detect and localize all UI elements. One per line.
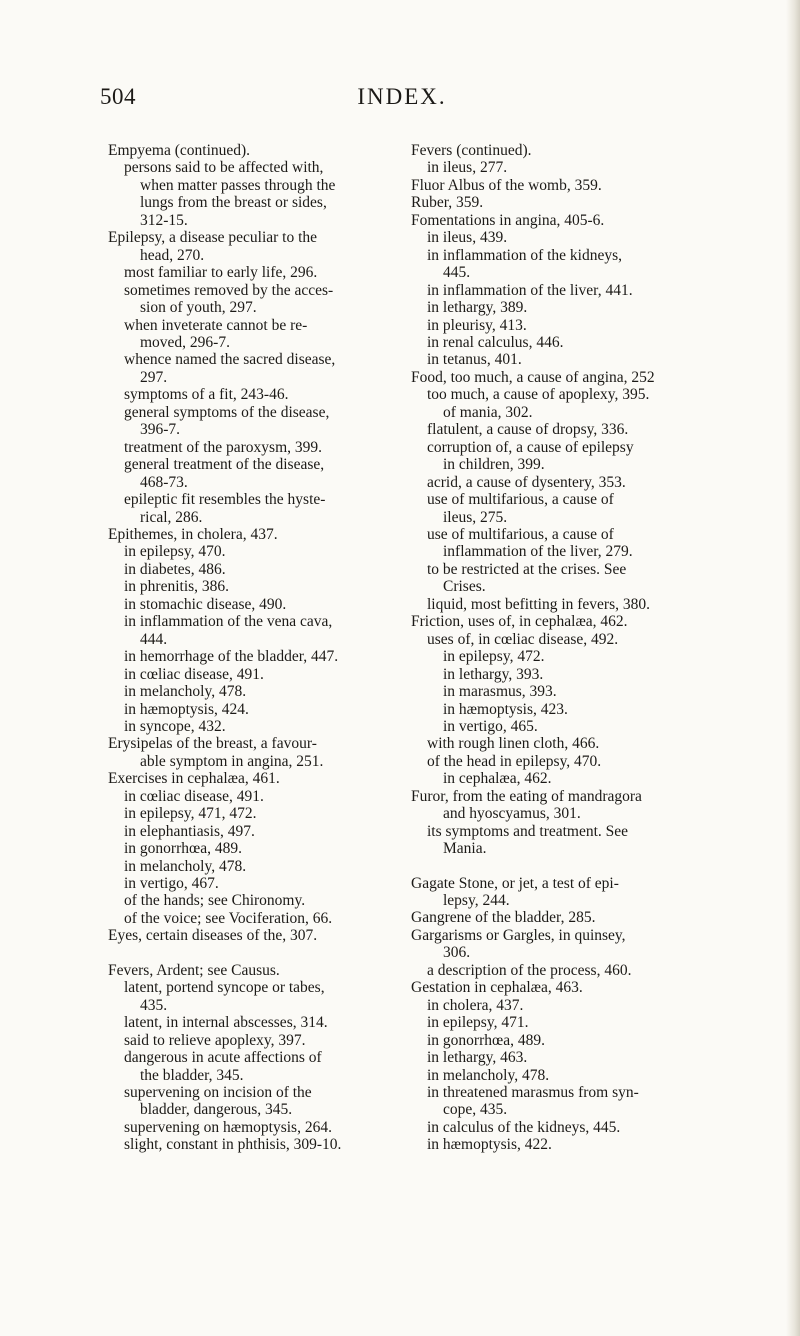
index-line: in stomachic disease, 490. [124,595,287,613]
index-line: in cephalæa, 462. [443,770,552,788]
index-line: 306. [443,944,471,962]
index-line: in epilepsy, 472. [443,648,545,666]
index-line: in pleurisy, 413. [427,316,527,334]
index-line: in hæmoptysis, 423. [443,700,568,718]
index-heading-line: Gangrene of the bladder, 285. [411,909,596,927]
index-line: Mania. [443,840,487,858]
index-line: said to relieve apoplexy, 397. [124,1031,306,1049]
index-line: dangerous in acute affections of [124,1049,322,1067]
index-line: sion of youth, 297. [140,299,257,317]
index-line: latent, in internal abscesses, 314. [124,1014,328,1032]
index-line: in lethargy, 463. [427,1049,528,1067]
index-line: in renal calculus, 446. [427,333,564,351]
index-line: 396-7. [140,421,181,439]
index-line: in gonorrhœa, 489. [124,840,242,858]
index-heading-line: Erysipelas of the breast, a favour- [108,735,317,753]
index-line: in hæmoptysis, 424. [124,700,249,718]
index-line: symptoms of a fit, 243-46. [124,386,289,404]
index-line: in melancholy, 478. [427,1066,550,1084]
index-line: in threatened marasmus from syn- [427,1084,639,1102]
index-heading-line: Friction, uses of, in cephalæa, 462. [411,613,628,631]
index-line: in cœliac disease, 491. [124,665,264,683]
index-line: acrid, a cause of dysentery, 353. [427,473,626,491]
index-line: in lethargy, 393. [443,665,544,683]
index-line [108,945,413,962]
index-line: in inflammation of the vena cava, [124,613,333,631]
index-line: ileus, 275. [443,508,508,526]
index-line: in melancholy, 478. [124,857,247,875]
index-line: lungs from the breast or sides, [140,194,327,212]
index-line: use of multifarious, a cause of [427,491,614,509]
index-line: in tetanus, 401. [427,351,522,369]
index-heading-line: Epilepsy, a disease peculiar to the [108,229,318,247]
index-line: 312-15. [140,211,188,229]
index-line: when inveterate cannot be re- [124,316,308,334]
page-edge-shadow [786,0,800,1336]
index-line: supervening on incision of the [124,1084,312,1102]
index-line: in vertigo, 467. [124,875,219,893]
index-line: of the hands; see Chironomy. [124,892,306,910]
index-line: corruption of, a cause of epilepsy [427,438,634,456]
index-line: in melancholy, 478. [124,683,247,701]
index-line: 444. [140,630,168,648]
index-line: in epilepsy, 471, 472. [124,805,257,823]
index-line: too much, a cause of apoplexy, 395. [427,386,650,404]
index-line: in syncope, 432. [124,717,226,735]
index-heading-line: Fluor Albus of the womb, 359. [411,176,602,194]
index-line: in gonorrhœa, 489. [427,1031,545,1049]
index-line: Crises. [443,578,486,596]
index-line: 445. [443,264,471,282]
index-line: latent, portend syncope or tabes, [124,979,325,997]
index-line: persons said to be affected with, [124,159,324,177]
index-line: of the head in epilepsy, 470. [427,752,602,770]
index-line: supervening on hæmoptysis, 264. [124,1118,332,1136]
page-header [100,84,704,124]
index-heading-line: Ruber, 359. [411,194,484,212]
index-heading-line: Fomentations in angina, 405-6. [411,211,605,229]
index-line: in marasmus, 393. [443,683,557,701]
index-line: rical, 286. [140,508,203,526]
index-line: liquid, most befitting in fevers, 380. [427,595,651,613]
index-line: 468-73. [140,473,188,491]
index-line: inflammation of the liver, 279. [443,543,633,561]
index-line: and hyoscyamus, 301. [443,805,581,823]
index-line: in children, 399. [443,456,545,474]
index-line: slight, constant in phthisis, 309-10. [124,1136,342,1154]
index-heading-line: Exercises in cephalæa, 461. [108,770,280,788]
index-line: epileptic fit resembles the hyste- [124,491,326,509]
index-heading-line: Furor, from the eating of mandragora [411,787,642,805]
index-line: most familiar to early life, 296. [124,264,318,282]
page-title: INDEX. [357,84,447,109]
index-line: in inflammation of the kidneys, [427,246,623,264]
index-line: in diabetes, 486. [124,560,226,578]
page-number: 504 [100,84,136,109]
index-line: use of multifarious, a cause of [427,525,614,543]
index-heading-line: Fevers (continued). [411,142,532,159]
index-heading-line: Empyema (continued). [108,142,251,159]
index-line: in hæmoptysis, 422. [427,1136,552,1154]
index-line: 435. [140,996,168,1014]
index-heading-line: Eyes, certain diseases of the, 307. [108,927,318,945]
index-line: whence named the sacred disease, [124,351,336,369]
index-line: in calculus of the kidneys, 445. [427,1118,621,1136]
index-line: in hemorrhage of the bladder, 447. [124,648,339,666]
index-line: general symptoms of the disease, [124,403,330,421]
index-line: of the voice; see Vociferation, 66. [124,909,333,927]
index-line: in elephantiasis, 497. [124,822,255,840]
index-line: bladder, dangerous, 345. [140,1101,293,1119]
index-line: in lethargy, 389. [427,299,528,317]
index-line: general treatment of the disease, [124,456,325,474]
index-heading-line: Food, too much, a cause of angina, 252 [411,368,655,386]
index-line: lepsy, 244. [443,892,510,910]
index-line: flatulent, a cause of dropsy, 336. [427,421,629,439]
index-line: in inflammation of the liver, 441. [427,281,633,299]
index-heading-line: Gestation in cephalæa, 463. [411,979,583,997]
index-line: when matter passes through the [140,176,336,194]
index-heading-line: Fevers, Ardent; see Causus. [108,961,280,979]
index-line: the bladder, 345. [140,1066,244,1084]
index-heading-line: Gargarisms or Gargles, in quinsey, [411,926,626,944]
index-line: able symptom in angina, 251. [140,752,324,770]
index-line: treatment of the paroxysm, 399. [124,438,323,456]
index-line: with rough linen cloth, 466. [427,735,600,753]
index-line: in cœliac disease, 491. [124,787,264,805]
index-line: in epilepsy, 471. [427,1014,529,1032]
index-line: in ileus, 277. [427,159,508,177]
index-line: 297. [140,368,168,386]
index-line [411,858,716,875]
index-line: moved, 296-7. [140,333,230,351]
index-line: in ileus, 439. [427,229,508,247]
index-line: in epilepsy, 470. [124,543,226,561]
index-line: of mania, 302. [443,403,533,421]
index-heading-line: Epithemes, in cholera, 437. [108,525,278,543]
index-column-right [411,142,716,1154]
index-line: head, 270. [140,246,205,264]
index-line: to be restricted at the crises. See [427,560,627,578]
index-line: in phrenitis, 386. [124,578,230,596]
index-line: in vertigo, 465. [443,717,538,735]
index-column-left [108,142,413,1154]
index-heading-line: Gagate Stone, or jet, a test of epi- [411,874,619,892]
index-line: in cholera, 437. [427,996,524,1014]
index-line: cope, 435. [443,1101,508,1119]
index-line: sometimes removed by the acces- [124,281,334,299]
index-line: a description of the process, 460. [427,961,632,979]
index-line: its symptoms and treatment. See [427,822,629,840]
index-line: uses of, in cœliac disease, 492. [427,630,619,648]
